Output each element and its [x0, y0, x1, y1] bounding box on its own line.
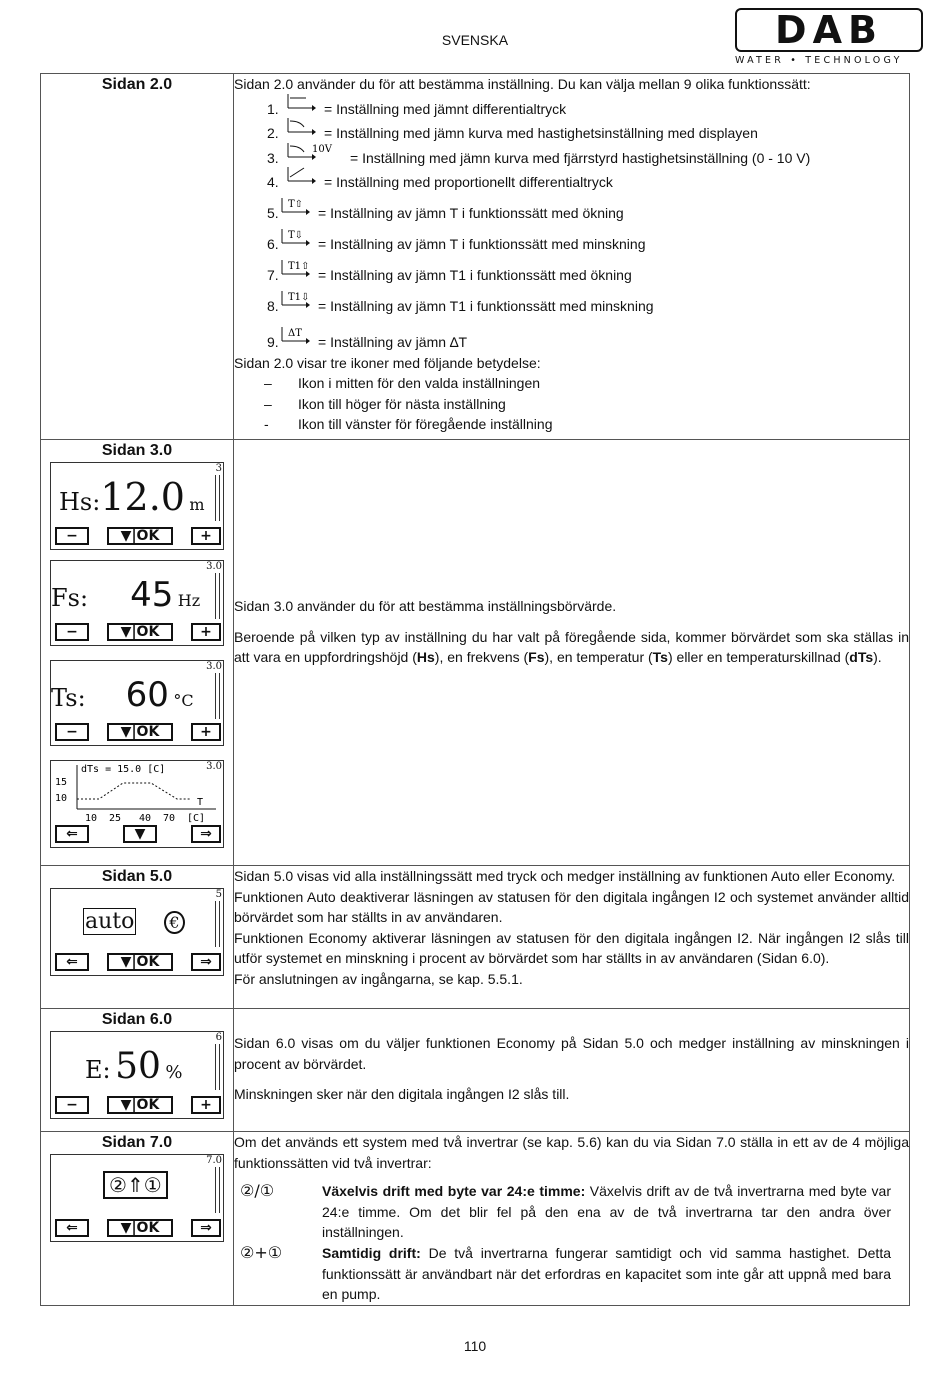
p6-text-2: Minskningen sker när den digitala ingången I2 slås till.: [234, 1086, 570, 1103]
scroll-bar: [215, 673, 220, 719]
item-number: 7.: [267, 267, 279, 283]
row-page-2: [41, 74, 910, 440]
row-label: Sidan 6.0: [101, 1011, 173, 1028]
x-tick-40: 40: [139, 813, 152, 824]
scroll-bar: [215, 475, 220, 521]
item-text: = Inställning med jämn kurva med fjärrstyrd hastighetsinställning (0 - 10 V): [350, 149, 811, 166]
t-increase-icon: [280, 196, 314, 224]
lcd-dts: [50, 760, 224, 848]
page-number: 110: [463, 1338, 487, 1354]
function-item: [234, 286, 909, 317]
icon-label: ΔT: [288, 328, 302, 339]
lcd-name: E:: [85, 1056, 111, 1084]
item-text: = Inställning med proportionellt differentialtryck: [324, 174, 613, 190]
p6-text-1: Sidan 6.0 visas om du väljer funktionen Economy på Sidan 5.0 och medger inställning av minskningen i procent av börvärdet.: [234, 1035, 909, 1072]
left-arrow-button[interactable]: ⇐: [55, 1219, 89, 1237]
function-item: [234, 317, 909, 353]
icon-label: T1⇩: [288, 292, 310, 303]
dash-marker: –: [264, 375, 272, 392]
minus-button[interactable]: −: [55, 1096, 89, 1114]
economy-icon[interactable]: €: [164, 911, 184, 934]
plus-button[interactable]: +: [191, 1096, 221, 1114]
icon-note: [234, 373, 909, 394]
item-text: = Inställning av jämn T i funktionssätt med ökning: [318, 205, 624, 221]
mode-simultaneous-text: De två invertrarna fungerar samtidigt och vid samma hastighet. Detta funktionssätt är användbart när det erfordras en kapacitet som inte går att uppnå med bara en pump.: [322, 1244, 891, 1303]
lcd-auto: [50, 888, 224, 976]
mode-simultaneous: [234, 1243, 909, 1305]
plus-button[interactable]: +: [191, 623, 221, 641]
mode-simultaneous-title: Samtidig drift:: [322, 1244, 421, 1261]
row-label: Sidan 2.0: [101, 76, 173, 93]
lcd-value: 45: [130, 575, 174, 615]
header-language: SVENSKA: [441, 32, 509, 48]
curve-10v-icon: [286, 141, 346, 169]
curve-display-icon: [286, 116, 320, 144]
icons-intro: Sidan 2.0 visar tre ikoner med följande betydelse:: [234, 354, 541, 371]
x-tick-10: 10: [85, 813, 98, 824]
note-text: Ikon i mitten för den valda inställningen: [298, 375, 541, 392]
row-label: Sidan 3.0: [101, 442, 173, 459]
item-number: 1.: [267, 100, 279, 117]
item-number: 6.: [267, 236, 279, 252]
lcd-name: Hs:: [59, 488, 101, 516]
key-fs: Fs: [528, 649, 545, 666]
down-ok-button[interactable]: ▼|OK: [107, 623, 173, 641]
scroll-bar: [215, 1044, 220, 1090]
row-page-3: [41, 440, 910, 866]
lcd-hs: [50, 462, 224, 550]
row-page-7: [41, 1132, 910, 1306]
lcd-value: 60: [125, 675, 169, 715]
icon-label: T1⇧: [288, 261, 310, 272]
lcd-value: 12.0: [100, 475, 185, 519]
p3-text-e: ).: [873, 649, 882, 666]
p3-intro: Sidan 3.0 använder du för att bestämma inställningsbörvärde.: [234, 598, 617, 614]
function-item: [234, 168, 909, 193]
item-number: 4.: [267, 174, 279, 190]
p3-text-a: Beroende på vilken typ av inställning du har valt på föregående sida, kommer börvärdet som ska ställas in att vara en uppfordringshöjd (: [234, 628, 909, 666]
y-tick-15: 15: [55, 777, 68, 788]
scroll-bar: [215, 901, 220, 947]
down-ok-button[interactable]: ▼|OK: [107, 1219, 173, 1237]
proportional-pressure-icon: [286, 165, 320, 193]
item-number: 9.: [267, 334, 279, 350]
dual-mode-icon[interactable]: ②⇑①: [103, 1171, 168, 1199]
p5-text-3: Funktionen Economy aktiverar läsningen av statusen för den digitala ingången I2. När ingången I2 slås till utför systemet en minskning i procent av börvärdet som har ställts in av användaren (Sidan 6.0).: [234, 929, 909, 967]
logo-mark: DAB: [735, 8, 923, 52]
item-number: 3.: [267, 149, 279, 166]
minus-button[interactable]: −: [55, 723, 89, 741]
icon-note: [234, 394, 909, 415]
p3-text-d: ) eller en temperaturskillnad (: [667, 649, 850, 666]
dab-logo: [735, 8, 925, 68]
p3-text-b: ), en frekvens (: [434, 649, 529, 666]
lcd-unit: %: [165, 1062, 183, 1083]
x-axis-label: T: [197, 797, 204, 808]
plus-button[interactable]: +: [191, 723, 221, 741]
t-decrease-icon: [280, 227, 314, 255]
item-number: 2.: [267, 125, 279, 141]
left-arrow-button[interactable]: ⇐: [55, 953, 89, 971]
mode-alternate-text: Växelvis drift av de två invertrarna med byte var 24:e timme. Om det blir fel på den ena av de två invertrarna tar den andra över inställningen.: [322, 1183, 891, 1241]
item-text: = Inställning av jämn T i funktionssätt med minskning: [318, 236, 646, 252]
down-ok-button[interactable]: ▼|OK: [107, 1096, 173, 1114]
p5-text-2: Funktionen Auto deaktiverar läsningen av statusen för den digitala ingången I2 och systemet använder alltid börvärdet som har ställts in av användaren.: [234, 888, 909, 926]
scroll-bar: [215, 1167, 220, 1213]
dash-marker: –: [264, 395, 272, 412]
simultaneous-icon: ②+①: [240, 1242, 283, 1262]
logo-subtitle: WATER • TECHNOLOGY: [735, 55, 903, 66]
delta-t-icon: [280, 325, 314, 353]
item-text: = Inställning med jämnt differentialtryck: [324, 100, 567, 117]
key-hs: Hs: [416, 649, 435, 666]
down-ok-button[interactable]: ▼|OK: [107, 953, 173, 971]
row-page-5: [41, 866, 910, 1009]
lcd-unit: Hz: [177, 591, 201, 610]
mode-alternate-title: Växelvis drift med byte var 24:e timme:: [322, 1183, 586, 1200]
item-text: = Inställning av jämn T1 i funktionssätt med ökning: [318, 267, 632, 283]
function-item: [234, 193, 909, 224]
note-text: Ikon till höger för nästa inställning: [298, 395, 506, 412]
lcd-economy: [50, 1031, 224, 1119]
item-text: = Inställning av jämn ∆T: [318, 334, 468, 350]
p3-text-c: ), en temperatur (: [544, 649, 653, 666]
mode-alternate: [234, 1181, 909, 1243]
p5-text-4: För anslutningen av ingångarna, se kap. 5.5.1.: [234, 970, 523, 987]
row-label: Sidan 7.0: [101, 1134, 173, 1151]
item-text: = Inställning av jämn T1 i funktionssätt med minskning: [318, 298, 654, 314]
item-text: = Inställning med jämn kurva med hastighetsinställning med displayen: [324, 125, 758, 141]
t1-decrease-icon: [280, 289, 314, 317]
minus-button[interactable]: −: [55, 527, 89, 545]
lcd-value: 50: [115, 1046, 161, 1087]
down-ok-button[interactable]: ▼|OK: [107, 527, 173, 545]
lcd-name: Ts:: [51, 684, 86, 712]
x-tick-25: 25: [109, 813, 122, 824]
icon-label: 10V: [312, 143, 332, 155]
lcd-page: 7.0: [206, 1155, 222, 1166]
minus-button[interactable]: −: [55, 623, 89, 641]
icon-notes-list: [234, 373, 909, 435]
p7-intro: Om det används ett system med två invertrar (se kap. 5.6) kan du via Sidan 7.0 ställa in ett av de 4 möjliga funktionssätten vid två invertrar:: [234, 1134, 909, 1171]
item-number: 8.: [267, 298, 279, 314]
p5-text-1: Sidan 5.0 visas vid alla inställningssätt med tryck och medger inställning av funktionen Auto eller Economy.: [234, 868, 896, 884]
lcd-unit: m: [189, 495, 205, 514]
x-tick-70: 70: [163, 813, 176, 824]
p3-body: [234, 627, 909, 668]
key-ts: Ts: [652, 649, 668, 666]
right-arrow-button[interactable]: ⇒: [191, 825, 221, 843]
down-ok-button[interactable]: ▼|OK: [107, 723, 173, 741]
row-page-6: [41, 1009, 910, 1132]
lcd-name: Fs:: [51, 584, 89, 612]
row-label: Sidan 5.0: [101, 868, 173, 885]
lcd-dual: [50, 1154, 224, 1242]
settings-table: [40, 73, 910, 1306]
lcd-page: 3.0: [206, 661, 222, 672]
dash-marker: -: [264, 416, 269, 433]
x-unit: [C]: [187, 813, 206, 824]
function-item: [234, 255, 909, 286]
function-item: [234, 224, 909, 255]
function-list: [234, 95, 909, 353]
lcd-fs: [50, 560, 224, 646]
constant-pressure-icon: [286, 92, 320, 120]
lcd-page: 3.0: [206, 761, 222, 772]
function-item: [234, 144, 909, 169]
icon-label: T⇧: [288, 199, 304, 210]
dts-title: dTs = 15.0 [C]: [81, 764, 166, 775]
intro-text: Sidan 2.0 använder du för att bestämma inställning. Du kan välja mellan 9 olika funktionssätt:: [234, 76, 811, 92]
lcd-page: 6: [215, 1032, 222, 1043]
lcd-unit: °C: [173, 691, 194, 710]
right-arrow-button[interactable]: ⇒: [191, 953, 221, 971]
left-arrow-button[interactable]: ⇐: [55, 825, 89, 843]
y-tick-10: 10: [55, 793, 68, 804]
lcd-ts: [50, 660, 224, 746]
icon-label: T⇩: [288, 230, 304, 241]
plus-button[interactable]: +: [191, 527, 221, 545]
scroll-bar: [215, 573, 220, 619]
note-text: Ikon till vänster för föregående inställning: [298, 416, 553, 433]
function-item: [234, 95, 909, 120]
icon-note: [234, 414, 909, 435]
right-arrow-button[interactable]: ⇒: [191, 1219, 221, 1237]
lcd-page: 3: [215, 463, 222, 474]
lcd-page: 5: [215, 889, 222, 900]
lcd-page: 3.0: [206, 561, 222, 572]
dts-graph: [51, 761, 225, 827]
mode-auto[interactable]: auto: [85, 909, 135, 934]
down-button[interactable]: ▼: [123, 825, 157, 843]
key-dts: dTs: [849, 649, 874, 666]
t1-increase-icon: [280, 258, 314, 286]
alternate-icon: ②/①: [240, 1181, 275, 1201]
item-number: 5.: [267, 205, 279, 221]
